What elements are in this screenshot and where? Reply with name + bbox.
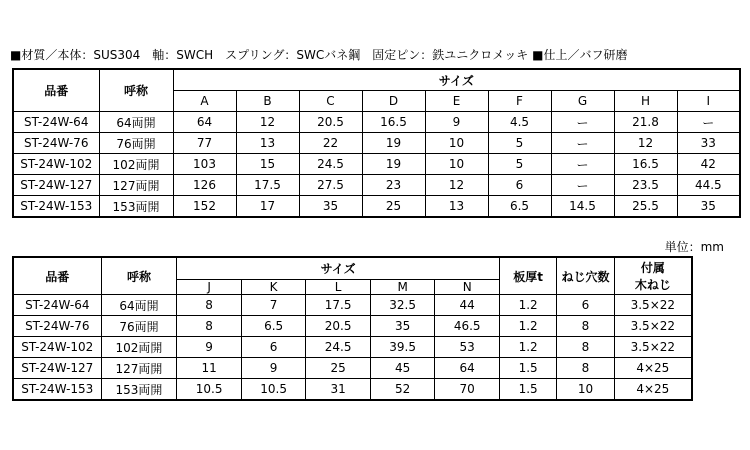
cell-size-j: 11	[177, 358, 242, 379]
cell-size-d: 23	[362, 175, 425, 196]
cell-size-i: ー	[677, 112, 740, 133]
cell-size-i: 33	[677, 133, 740, 154]
cell-size-b: 12	[236, 112, 299, 133]
cell-koshou: 153両開	[99, 196, 173, 218]
header-itaatsu: 板厚t	[499, 257, 556, 295]
material-spec-line: ■材質／本体：SUS304 軸：SWCH スプリング：SWCバネ鋼 固定ピン：鉄ユニクロメッキ ■仕上／バフ研磨	[10, 48, 628, 62]
table-row	[13, 175, 740, 196]
cell-koshou: 102両開	[101, 337, 177, 358]
cell-size-a: 77	[173, 133, 236, 154]
table-row	[13, 196, 740, 218]
cell-size-c: 20.5	[299, 112, 362, 133]
cell-size-a: 103	[173, 154, 236, 175]
table-row	[13, 112, 740, 133]
cell-size-l: 24.5	[306, 337, 371, 358]
header-size-l: L	[306, 280, 371, 295]
cell-hinban: ST-24W-127	[13, 358, 101, 379]
cell-hinban: ST-24W-127	[13, 175, 99, 196]
cell-size-f: 5	[488, 133, 551, 154]
cell-size-k: 6	[241, 337, 306, 358]
cell-size-k: 10.5	[241, 379, 306, 401]
cell-hinban: ST-24W-153	[13, 379, 101, 401]
cell-neji-anasu: 10	[557, 379, 614, 401]
table-row	[13, 337, 692, 358]
table-row	[13, 379, 692, 401]
cell-size-c: 24.5	[299, 154, 362, 175]
cell-size-n: 64	[435, 358, 500, 379]
table-row	[13, 154, 740, 175]
cell-size-l: 31	[306, 379, 371, 401]
header-size-b: B	[236, 91, 299, 112]
header-size-m: M	[370, 280, 435, 295]
cell-size-f: 6	[488, 175, 551, 196]
cell-size-l: 17.5	[306, 295, 371, 316]
cell-mokuneji: 3.5×22	[614, 337, 692, 358]
cell-itaatsu: 1.2	[499, 295, 556, 316]
cell-size-g: ー	[551, 112, 614, 133]
cell-size-h: 23.5	[614, 175, 677, 196]
cell-size-e: 12	[425, 175, 488, 196]
header-size-h: H	[614, 91, 677, 112]
cell-size-g: ー	[551, 133, 614, 154]
cell-koshou: 127両開	[101, 358, 177, 379]
cell-size-e: 9	[425, 112, 488, 133]
cell-size-e: 10	[425, 133, 488, 154]
header-size-d: D	[362, 91, 425, 112]
cell-size-g: 14.5	[551, 196, 614, 218]
cell-size-d: 19	[362, 154, 425, 175]
cell-size-e: 10	[425, 154, 488, 175]
cell-size-d: 16.5	[362, 112, 425, 133]
cell-size-i: 44.5	[677, 175, 740, 196]
cell-size-k: 6.5	[241, 316, 306, 337]
header-size-group: サイズ	[177, 257, 500, 280]
cell-koshou: 127両開	[99, 175, 173, 196]
cell-size-n: 70	[435, 379, 500, 401]
header-size-g: G	[551, 91, 614, 112]
cell-size-n: 44	[435, 295, 500, 316]
cell-hinban: ST-24W-76	[13, 316, 101, 337]
cell-koshou: 76両開	[99, 133, 173, 154]
header-neji-anasu: ねじ穴数	[557, 257, 614, 295]
unit-label: 単位：mm	[664, 240, 724, 254]
cell-hinban: ST-24W-64	[13, 295, 101, 316]
cell-size-m: 45	[370, 358, 435, 379]
cell-size-m: 52	[370, 379, 435, 401]
cell-koshou: 102両開	[99, 154, 173, 175]
cell-size-c: 27.5	[299, 175, 362, 196]
cell-itaatsu: 1.2	[499, 337, 556, 358]
cell-hinban: ST-24W-102	[13, 154, 99, 175]
header-size-c: C	[299, 91, 362, 112]
cell-size-g: ー	[551, 175, 614, 196]
cell-neji-anasu: 8	[557, 358, 614, 379]
cell-hinban: ST-24W-153	[13, 196, 99, 218]
header-hinban: 品番	[13, 69, 99, 112]
cell-size-g: ー	[551, 154, 614, 175]
cell-size-n: 53	[435, 337, 500, 358]
cell-size-i: 42	[677, 154, 740, 175]
cell-size-l: 25	[306, 358, 371, 379]
header-size-j: J	[177, 280, 242, 295]
cell-mokuneji: 3.5×22	[614, 316, 692, 337]
header-size-k: K	[241, 280, 306, 295]
cell-size-j: 8	[177, 316, 242, 337]
cell-size-f: 5	[488, 154, 551, 175]
cell-size-b: 17	[236, 196, 299, 218]
table-row	[13, 316, 692, 337]
cell-koshou: 64両開	[101, 295, 177, 316]
cell-mokuneji: 4×25	[614, 358, 692, 379]
header-fuzoku-mokuneji	[614, 257, 692, 295]
header-size-n: N	[435, 280, 500, 295]
table-row	[13, 295, 692, 316]
size-table-1	[12, 68, 741, 218]
cell-koshou: 64両開	[99, 112, 173, 133]
cell-size-j: 8	[177, 295, 242, 316]
cell-size-a: 64	[173, 112, 236, 133]
cell-neji-anasu: 6	[557, 295, 614, 316]
cell-size-l: 20.5	[306, 316, 371, 337]
header-fuzoku-line2: 木ねじ	[634, 278, 671, 292]
cell-hinban: ST-24W-102	[13, 337, 101, 358]
cell-mokuneji: 3.5×22	[614, 295, 692, 316]
cell-size-d: 25	[362, 196, 425, 218]
cell-size-d: 19	[362, 133, 425, 154]
cell-size-f: 6.5	[488, 196, 551, 218]
cell-size-n: 46.5	[435, 316, 500, 337]
header-hinban: 品番	[13, 257, 101, 295]
cell-koshou: 76両開	[101, 316, 177, 337]
header-size-f: F	[488, 91, 551, 112]
cell-size-c: 35	[299, 196, 362, 218]
cell-mokuneji: 4×25	[614, 379, 692, 401]
cell-size-b: 13	[236, 133, 299, 154]
cell-size-b: 15	[236, 154, 299, 175]
cell-size-c: 22	[299, 133, 362, 154]
header-size-group: サイズ	[173, 69, 740, 91]
cell-hinban: ST-24W-64	[13, 112, 99, 133]
cell-size-i: 35	[677, 196, 740, 218]
cell-neji-anasu: 8	[557, 316, 614, 337]
cell-size-a: 152	[173, 196, 236, 218]
cell-neji-anasu: 8	[557, 337, 614, 358]
table-row	[13, 133, 740, 154]
cell-size-h: 25.5	[614, 196, 677, 218]
cell-size-m: 39.5	[370, 337, 435, 358]
cell-koshou: 153両開	[101, 379, 177, 401]
cell-size-h: 21.8	[614, 112, 677, 133]
cell-size-a: 126	[173, 175, 236, 196]
cell-size-h: 16.5	[614, 154, 677, 175]
header-size-e: E	[425, 91, 488, 112]
cell-size-k: 9	[241, 358, 306, 379]
header-koshou: 呼称	[99, 69, 173, 112]
cell-size-f: 4.5	[488, 112, 551, 133]
cell-itaatsu: 1.5	[499, 379, 556, 401]
cell-hinban: ST-24W-76	[13, 133, 99, 154]
cell-size-k: 7	[241, 295, 306, 316]
header-koshou: 呼称	[101, 257, 177, 295]
cell-size-h: 12	[614, 133, 677, 154]
cell-size-b: 17.5	[236, 175, 299, 196]
size-table-2	[12, 256, 693, 401]
header-size-i: I	[677, 91, 740, 112]
header-size-a: A	[173, 91, 236, 112]
cell-size-m: 32.5	[370, 295, 435, 316]
cell-size-j: 9	[177, 337, 242, 358]
table-row	[13, 358, 692, 379]
cell-size-j: 10.5	[177, 379, 242, 401]
cell-itaatsu: 1.5	[499, 358, 556, 379]
cell-size-m: 35	[370, 316, 435, 337]
cell-size-e: 13	[425, 196, 488, 218]
cell-itaatsu: 1.2	[499, 316, 556, 337]
header-fuzoku-line1: 付属	[640, 261, 665, 275]
